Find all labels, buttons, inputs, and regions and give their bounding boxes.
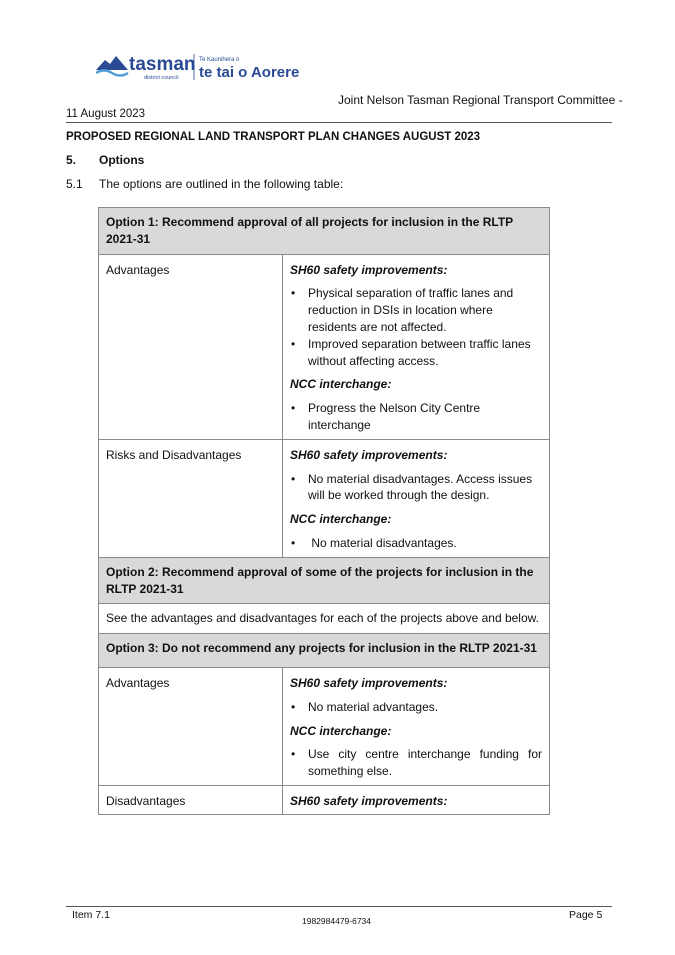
list-item: • No material disadvantages. Access issues will be worked through the design.	[291, 471, 533, 503]
option3-advantages-row	[99, 667, 550, 785]
committee-name: Joint Nelson Tasman Regional Transport Committee -	[338, 93, 623, 107]
list-item: • Improved separation between traffic lanes without affecting access.	[291, 336, 531, 368]
option1-adv-ncc-title: NCC interchange:	[290, 377, 392, 392]
paragraph-number: 5.1	[66, 177, 83, 191]
bullet-icon: •	[291, 699, 296, 714]
list-item: • No material disadvantages.	[291, 535, 457, 550]
document-title: PROPOSED REGIONAL LAND TRANSPORT PLAN CHANGES AUGUST 2023	[66, 131, 481, 143]
bullet-icon: •	[291, 401, 296, 416]
paragraph-text: The options are outlined in the following table:	[99, 177, 344, 191]
list-item: • Progress the Nelson City Centre interchange	[291, 401, 481, 432]
bullet-icon: •	[291, 336, 296, 351]
option1-advantages-label: Advantages	[99, 254, 283, 439]
mountain-wave-icon	[96, 56, 128, 70]
option3-header-row	[99, 634, 550, 668]
option1-risk-ncc-title: NCC interchange:	[290, 512, 392, 527]
option1-risk-sh60-title: SH60 safety improvements:	[290, 447, 448, 462]
option2-note: See the advantages and disadvantages for each of the projects above and below.	[99, 604, 550, 634]
bullet-icon: •	[291, 747, 296, 762]
header-divider	[66, 122, 612, 123]
logo-maori-name: te tai o Aorere	[199, 64, 300, 81]
option1-header-row	[99, 208, 550, 255]
option3-disadvantages-label: Disadvantages	[99, 785, 283, 814]
logo-tagline: district council	[144, 75, 179, 81]
option1-adv-sh60-title: SH60 safety improvements:	[290, 262, 448, 277]
option1-heading: Option 1: Recommend approval of all projects for inclusion in the RLTP 2021-31	[99, 208, 550, 255]
logo-maori-small: Te Kaunihera o	[199, 57, 240, 63]
option1-risks-label: Risks and Disadvantages	[99, 439, 283, 557]
footer-divider	[66, 906, 612, 907]
option2-heading: Option 2: Recommend approval of some of the projects for inclusion in the RLTP 2021-31	[99, 557, 550, 604]
bullet-icon: •	[291, 471, 296, 486]
option2-note-row	[99, 604, 550, 634]
option3-heading: Option 3: Do not recommend any projects for inclusion in the RLTP 2021-31	[99, 634, 550, 668]
list-item: • Physical separation of traffic lanes and reduction in DSIs in location where residents are not affected.	[291, 286, 514, 334]
option1-advantages-row	[99, 254, 550, 439]
section-title: Options	[99, 153, 145, 167]
option3-disadvantages-row	[99, 785, 550, 814]
option1-risks-row	[99, 439, 550, 557]
option3-adv-ncc-list	[290, 746, 542, 780]
bullet-icon: •	[291, 286, 296, 301]
tasman-logo	[96, 46, 301, 84]
option1-risk-ncc-list	[290, 535, 542, 552]
item-number: Item 7.1	[72, 909, 110, 921]
option3-dis-sh60-title: SH60 safety improvements:	[290, 793, 448, 808]
list-item: • Use city centre interchange funding for something else.	[291, 747, 542, 779]
option3-adv-sh60-list	[290, 699, 542, 716]
logo-brand: tasman	[129, 54, 196, 75]
bullet-icon: •	[291, 535, 296, 550]
option1-adv-sh60-list	[290, 285, 542, 369]
option2-header-row	[99, 557, 550, 604]
list-item: • No material advantages.	[291, 699, 439, 714]
option3-advantages-label: Advantages	[99, 667, 283, 785]
option3-adv-ncc-title: NCC interchange:	[290, 723, 392, 738]
page-number: Page 5	[569, 909, 603, 921]
document-id: 1982984479-6734	[302, 916, 372, 926]
meeting-date: 11 August 2023	[66, 108, 146, 120]
option3-adv-sh60-title: SH60 safety improvements:	[290, 675, 448, 690]
option1-risk-sh60-list	[290, 471, 542, 505]
options-table	[98, 207, 550, 815]
option1-adv-ncc-list	[290, 400, 542, 434]
section-number: 5.	[66, 153, 77, 167]
